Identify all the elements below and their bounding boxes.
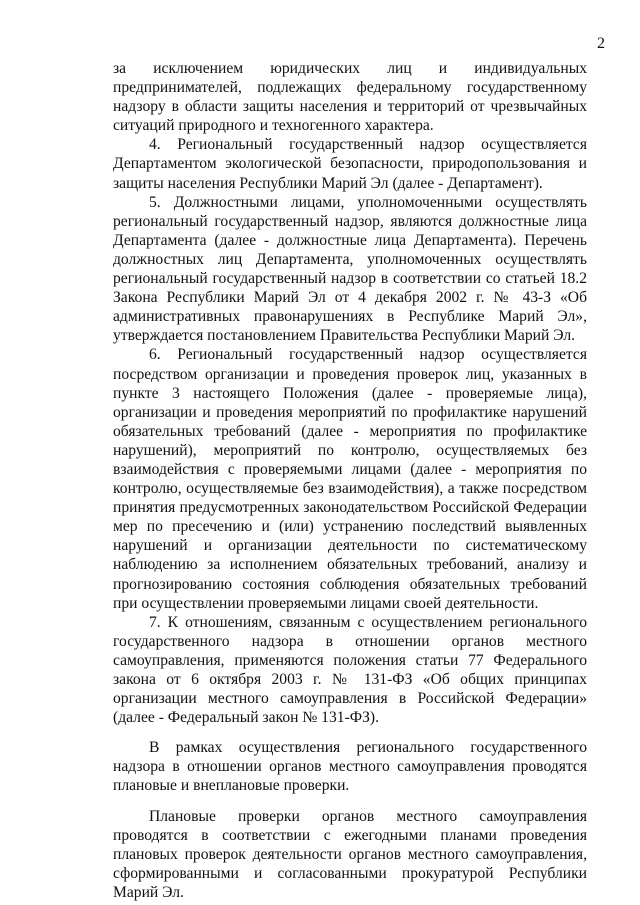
paragraph-spacer	[113, 727, 587, 738]
page-number: 2	[597, 35, 605, 52]
paragraph-item-4: 4. Региональный государственный надзор осуществляется Департаментом экологической безопасности, природопользования и защиты населения Республики Марий Эл (далее - Департамент).	[113, 136, 587, 192]
paragraph-inspections-types: В рамках осуществления регионального государственного надзора в отношении органов местного самоуправления проводятся плановые и внеплановые проверки.	[113, 739, 587, 795]
paragraph-planned-inspections: Плановые проверки органов местного самоуправления проводятся в соответствии с ежегодными планами проведения плановых проверок деятельности органов местного самоуправления, сформированными и согласованными прокуратурой Республики Марий Эл.	[113, 807, 587, 901]
paragraph-item-7: 7. К отношениям, связанным с осуществлением регионального государственного надзора в отношении органов местного самоуправления, применяются положения статьи 77 Федерального закона от 6 октября 2003 г. № 131-ФЗ «Об общих принципах организации местного самоуправления в Российской Федерации» (далее - Федеральный закон № 131-ФЗ).	[113, 613, 587, 727]
paragraph-item-6: 6. Региональный государственный надзор осуществляется посредством организации и проведения проверок лиц, указанных в пункте 3 настоящего Положения (далее - проверяемые лица), организации и проведения мероприятий по профилактике нарушений обязательных требований (далее - мероприятия по профилактике нарушений), мероприятий по контролю, осуществляемых без взаимодействия с проверяемыми лицами (далее - мероприятия по контролю, осуществляемые без взаимодействия), а также посредством принятия предусмотренных законодательством Российской Федерации мер по пресечению и (или) устранению последствий выявленных нарушений и организации деятельности по систематическому наблюдению за исполнением обязательных требований, анализу и прогнозированию состояния соблюдения обязательных требований при осуществлении проверяемыми лицами своей деятельности.	[113, 346, 587, 612]
paragraph-item-5: 5. Должностными лицами, уполномоченными осуществлять региональный государственный надзор, являются должностные лица Департамента (далее - должностные лица Департамента). Перечень должностных лиц Департамента, уполномоченных осуществлять региональный государственный надзор в соответствии со статьей 18.2 Закона Республики Марий Эл от 4 декабря 2002 г. № 43-З «Об административных правонарушениях в Республике Марий Эл», утверждается постановлением Правительства Республики Марий Эл.	[113, 193, 587, 345]
paragraph-continuation: за исключением юридических лиц и индивидуальных предпринимателей, подлежащих федеральному государственному надзору в области защиты населения и территорий от чрезвычайных ситуаций природного и техногенного характера.	[113, 60, 587, 135]
paragraph-spacer	[113, 796, 587, 807]
document-body	[113, 59, 587, 902]
